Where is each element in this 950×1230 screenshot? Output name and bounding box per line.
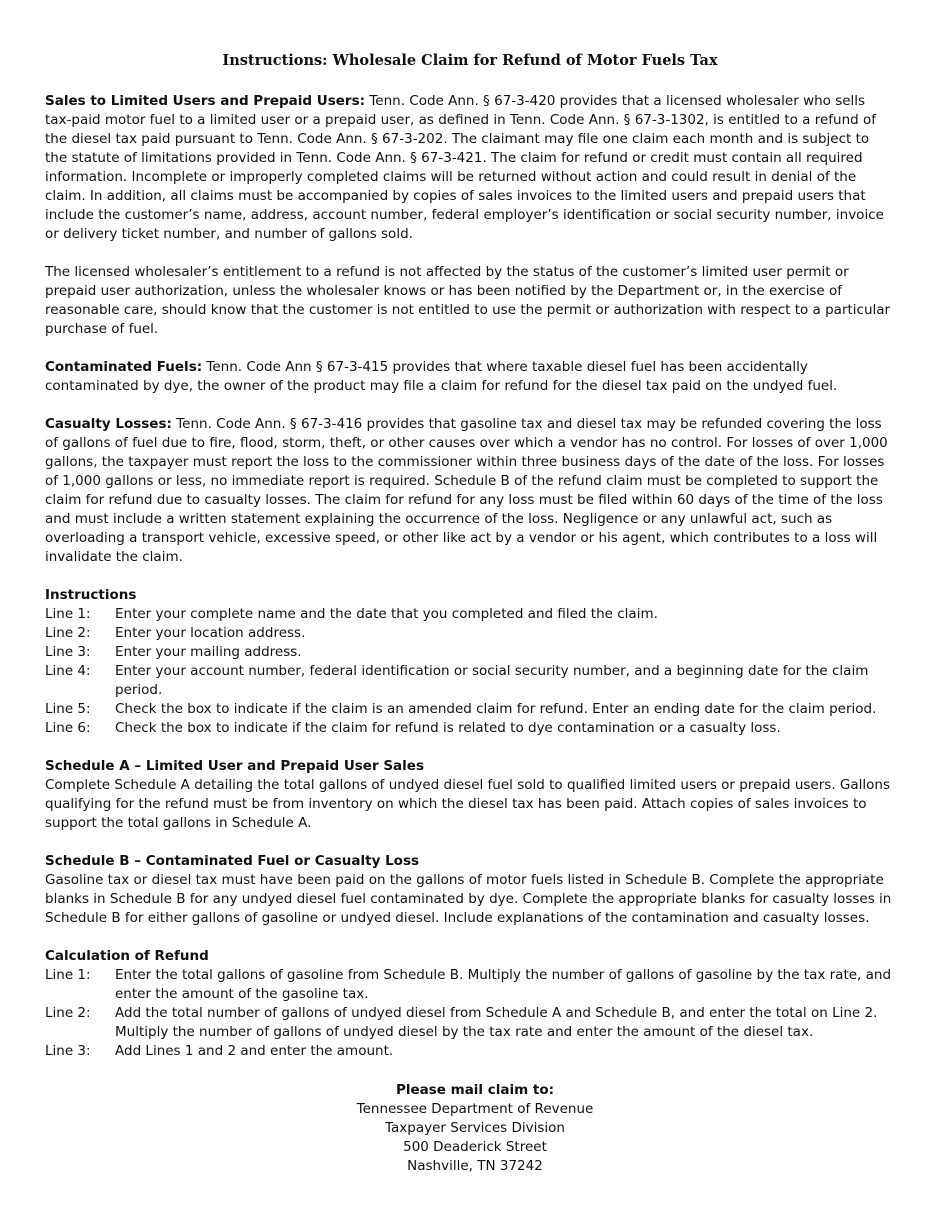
instruction-line-label: Line 5: xyxy=(45,701,91,717)
calculation-line-label: Line 1: xyxy=(45,967,91,983)
casualty-losses-paragraph xyxy=(45,415,895,567)
limited-users-lead: Sales to Limited Users and Prepaid Users: xyxy=(45,93,366,109)
casualty-losses-text: Tenn. Code Ann. § 67-3-416 provides that gasoline tax and diesel tax may be refunded covering the loss of gallons of fuel due to fire, flood, storm, theft, or other causes over which a vendor has no control. For losses of over 1,000 gallons, the taxpayer must report the loss to the commissioner within three business days of the date of the loss. For losses of 1,000 gallons or less, no immediate report is required. Schedule B of the refund claim must be completed to support the claim for refund due to casualty losses. The claim for refund for any loss must be filed within 60 days of the time of the loss and must include a written statement explaining the occurrence of the loss. Negligence or any unlawful act, such as overloading a transport vehicle, excessive speed, or other like act by a vendor or his agent, which contributes to a loss will invalidate the claim. xyxy=(45,416,888,565)
instruction-line-text: Enter your location address. xyxy=(115,625,306,641)
calculation-line-label: Line 2: xyxy=(45,1005,91,1021)
instruction-line-text: Enter your mailing address. xyxy=(115,644,302,660)
schedule-b-text: Gasoline tax or diesel tax must have been paid on the gallons of motor fuels listed in Schedule B. Complete the appropriate blanks in Schedule B for any undyed diesel fuel contaminated by dye. Complete the appropriate blanks for casualty losses in Schedule B for either gallons of gasoline or undyed diesel. Include explanations of the contamination and casualty losses. xyxy=(45,872,892,926)
instruction-line-label: Line 6: xyxy=(45,720,91,736)
instruction-line-text: Enter your account number, federal identification or social security number, and a beginning date for the claim period. xyxy=(115,663,869,698)
contaminated-fuels-paragraph xyxy=(45,358,895,396)
contaminated-fuels-lead: Contaminated Fuels: xyxy=(45,359,203,375)
instruction-line-text: Check the box to indicate if the claim for refund is related to dye contamination or a casualty loss. xyxy=(115,720,781,736)
limited-users-paragraph xyxy=(45,92,895,244)
calculation-line-label: Line 3: xyxy=(45,1043,91,1059)
mailing-address-block xyxy=(0,1081,950,1176)
instruction-line-label: Line 3: xyxy=(45,644,91,660)
calculation-line-text: Add the total number of gallons of undyed diesel from Schedule A and Schedule B, and enter the total on Line 2. Multiply the number of gallons of undyed diesel by the tax rate and enter the amount of the diesel tax. xyxy=(115,1005,878,1040)
instruction-line-label: Line 4: xyxy=(45,663,91,679)
mail-department: Tennessee Department of Revenue xyxy=(356,1101,594,1117)
instruction-line xyxy=(45,605,895,624)
mail-heading: Please mail claim to: xyxy=(395,1082,555,1098)
page-title: Instructions: Wholesale Claim for Refund of Motor Fuels Tax xyxy=(222,52,718,69)
instruction-line xyxy=(45,662,895,700)
instructions-heading: Instructions xyxy=(45,587,137,603)
calculation-list xyxy=(45,966,895,1061)
calculation-line-text: Add Lines 1 and 2 and enter the amount. xyxy=(115,1043,394,1059)
instruction-line xyxy=(45,643,895,662)
calculation-line xyxy=(45,966,895,1004)
instructions-list xyxy=(45,605,895,738)
mail-division: Taxpayer Services Division xyxy=(385,1120,565,1136)
schedule-a-heading: Schedule A – Limited User and Prepaid User Sales xyxy=(45,758,424,774)
instruction-line xyxy=(45,719,895,738)
calculation-line-text: Enter the total gallons of gasoline from Schedule B. Multiply the number of gallons of gasoline by the tax rate, and enter the amount of the gasoline tax. xyxy=(115,967,892,1002)
instruction-line-label: Line 2: xyxy=(45,625,91,641)
document-page xyxy=(45,50,895,1080)
instruction-line-text: Check the box to indicate if the claim is an amended claim for refund. Enter an ending date for the claim period. xyxy=(115,701,877,717)
calculation-heading: Calculation of Refund xyxy=(45,948,209,964)
instruction-line xyxy=(45,700,895,719)
limited-users-text: Tenn. Code Ann. § 67-3-420 provides that a licensed wholesaler who sells tax-paid motor fuel to a limited user or a prepaid user, as defined in Tenn. Code Ann. § 67-3-1302, is entitled to a refund of the diesel tax paid pursuant to Tenn. Code Ann. § 67-3-202. The claimant may file one claim each month and is subject to the statute of limitations provided in Tenn. Code Ann. § 67-3-421. The claim for refund or credit must contain all required information. Incomplete or improperly completed claims will be returned without action and could result in denial of the claim. In addition, all claims must be accompanied by copies of sales invoices to the limited users and prepaid users that include the customer’s name, address, account number, federal employer’s identification or social security number, invoice or delivery ticket number, and number of gallons sold. xyxy=(45,93,884,242)
instruction-line-text: Enter your complete name and the date that you completed and filed the claim. xyxy=(115,606,658,622)
mail-street: 500 Deaderick Street xyxy=(403,1139,547,1155)
contaminated-fuels-text: Tenn. Code Ann § 67-3-415 provides that where taxable diesel fuel has been accidentally contaminated by dye, the owner of the product may file a claim for refund for the diesel tax paid on the undyed fuel. xyxy=(45,359,838,394)
schedule-a-text: Complete Schedule A detailing the total gallons of undyed diesel fuel sold to qualified limited users or prepaid users. Gallons qualifying for the refund must be from inventory on which the diesel tax has been paid. Attach copies of sales invoices to support the total gallons in Schedule A. xyxy=(45,777,890,831)
calculation-line xyxy=(45,1004,895,1042)
calculation-line xyxy=(45,1042,895,1061)
schedule-b-heading: Schedule B – Contaminated Fuel or Casualty Loss xyxy=(45,853,420,869)
casualty-losses-lead: Casualty Losses: xyxy=(45,416,172,432)
instruction-line-label: Line 1: xyxy=(45,606,91,622)
entitlement-paragraph: The licensed wholesaler’s entitlement to a refund is not affected by the status of the customer’s limited user permit or prepaid user authorization, unless the wholesaler knows or has been notified by the Department or, in the exercise of reasonable care, should know that the customer is not entitled to use the permit or authorization with respect to a particular purchase of fuel. xyxy=(45,264,891,337)
instruction-line xyxy=(45,624,895,643)
mail-city-state-zip: Nashville, TN 37242 xyxy=(407,1158,543,1174)
